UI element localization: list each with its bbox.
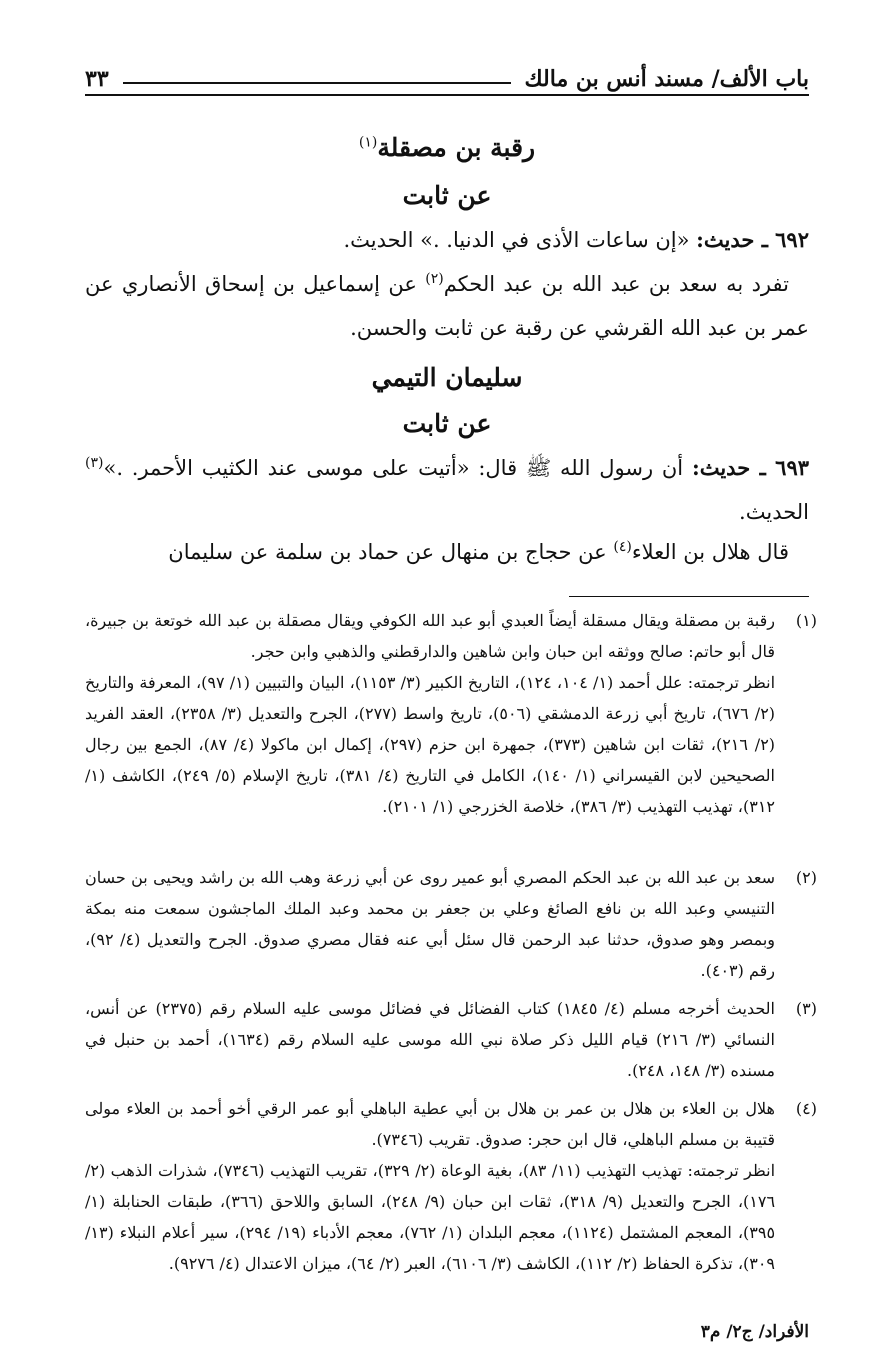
section-subtitle-thabit-1: عن ثابت (402, 181, 492, 210)
running-title: باب الألف/ مسند أنس بن مالك (524, 66, 809, 92)
footnote-1 (85, 605, 817, 822)
footnote-number: (٣) (795, 999, 817, 1018)
footnote-text: انظر ترجمته: علل أحمد (١/ ١٠٤، ١٢٤)، التاريخ الكبير (٣/ ١١٥٣)، البيان والتبيين (١/ ٩٧)، المعرفة والتاريخ (٢/ ٦٧٦)، تاريخ أبي زرعة الدمشقي (٥٠٦)، تاريخ واسط (٢٧٧)، الجرح والتعديل (٣/ ٢٣٥٨)، العقد الفريد (٢/ ٢١٦)، ثقات ابن شاهين (٣٧٣)، جمهرة ابن حزم (٢٩٧)، إكمال ابن ماكولا (٤/ ٨٧)، الجمع بين رجال الصحيحين لابن القيسراني (١/ ١٤٠)، الكامل في التاريخ (٤/ ٣٨١)، تاريخ الإسلام (٥/ ٢٤٩)، الكاشف (١/ ٣١٢)، تهذيب التهذيب (٣/ ٣٨٦)، خلاصة الخزرجي (١/ ٢١٠١). (85, 673, 776, 816)
hadith-number: ٦٩٢ ـ حديث: (696, 227, 809, 252)
footnote-text: هلال بن العلاء بن هلال بن عمر بن هلال بن أبي عطية الباهلي أبو عمر الرقي أخو أحمد بن العلاء مولى قتيبة بن مسلم الباهلي، قال ابن حجر: صدوق. تقريب (٧٣٤٦). (85, 1099, 775, 1149)
footnote-ref-2: (٢) (425, 271, 444, 287)
footnote-text: رقبة بن مصقلة ويقال مسقلة أيضاً العبدي أبو عبد الله الكوفي ويقال مصقلة بن عبد الله خوتعة بن جبيرة، قال أبو حاتم: صالح ووثقه ابن حبان وابن شاهين والدارقطني والذهبي وابن حجر. (85, 611, 775, 661)
footnote-number: (١) (795, 611, 817, 630)
running-header (85, 50, 809, 92)
paragraph-2-text-a: قال هلال بن العلاء (631, 540, 789, 564)
footnote-number: (٤) (795, 1099, 817, 1118)
header-rule (123, 82, 511, 84)
section-title-text: رقبة بن مصقلة (377, 133, 536, 162)
hadith-number: ٦٩٣ ـ حديث: (691, 455, 810, 480)
section-title-raqaba (85, 132, 809, 164)
printer-signature: الأفراد/ ج٢/ م٣ (700, 1322, 809, 1342)
footnote-ref-3: (٣) (85, 455, 104, 471)
paragraph-1-text-b: عن إسماعيل بن إسحاق الأنصاري عن عمر بن عبد الله القرشي عن رقبة عن ثابت والحسن. (85, 272, 809, 340)
paragraph-2-text-b: عن حجاج بن منهال عن حماد بن سلمة عن سليمان (168, 540, 614, 564)
header-divider (85, 94, 809, 96)
footnote-number: (٢) (795, 868, 817, 887)
section-title-sulayman: سليمان التيمي (371, 363, 523, 392)
footnote-separator (569, 596, 809, 597)
paragraph-1-text-a: تفرد به سعد بن عبد الله بن عبد الحكم (443, 272, 789, 296)
footnote-ref-4: (٤) (613, 539, 632, 555)
footnote-2 (85, 862, 817, 986)
hadith-text-a: أن رسول الله ﷺ قال: «أتيت على موسى عند الكثيب الأحمر. .» (103, 456, 684, 480)
section-subtitle-thabit-2: عن ثابت (402, 409, 492, 438)
footnote-text: انظر ترجمته: تهذيب التهذيب (١١/ ٨٣)، بغية الوعاة (٢/ ٣٢٩)، تقريب التهذيب (٧٣٤٦)، شذرات الذهب (٢/ ١٧٦)، الجرح والتعديل (٩/ ٣١٨)، ثقات ابن حبان (٩/ ٢٤٨)، السابق واللاحق (٣٦٦)، طبقات الحنابلة (١/ ٣٩٥)، المعجم المشتمل (١١٢٤)، معجم البلدان (١/ ٧٦٢)، معجم الأدباء (١٩/ ٢٩٤)، سير أعلام النبلاء (١٣/ ٣٠٩)، تذكرة الحفاظ (٢/ ١١٢)، الكاشف (٣/ ٦١٠٦)، العبر (٢/ ٦٤)، ميزان الاعتدال (٤/ ٩٢٧٦). (85, 1161, 776, 1273)
footnote-text: الحديث أخرجه مسلم (٤/ ١٨٤٥) كتاب الفضائل في فضائل موسى عليه السلام رقم (٢٣٧٥) عن أنس، النسائي (٣/ ٢١٦) قيام الليل ذكر صلاة نبي الله موسى عليه السلام رقم (١٦٣٤)، أحمد بن حنبل في مسنده (٣/ ١٤٨، ٢٤٨). (85, 999, 775, 1080)
hadith-text-b: الحديث. (739, 500, 809, 524)
footnote-ref-1: (١) (358, 134, 378, 151)
page-number: ٣٣ (85, 66, 109, 92)
hadith-693 (85, 446, 809, 534)
paragraph-1 (85, 262, 809, 350)
hadith-text: «إن ساعات الأذى في الدنيا. .» الحديث. (343, 228, 690, 252)
footnote-text: سعد بن عبد الله بن عبد الحكم المصري أبو عمير روى عن أبي زرعة وهب الله بن راشد ويحيى بن حسان التنيسي وعبد الله بن نافع الصائغ وعلي بن جعفر بن محمد وعبد الملك الماجشون سمعت منه بمكة وبمصر وهو صدوق، حدثنا عبد الرحمن قال سئل أبي عنه فقال مصري صدوق. الجرح والتعديل (٤/ ٩٢)، رقم (٤٠٣). (85, 868, 776, 980)
footnote-4 (85, 1093, 817, 1279)
hadith-692 (85, 218, 809, 262)
paragraph-2 (85, 530, 809, 574)
footnote-3 (85, 993, 817, 1086)
